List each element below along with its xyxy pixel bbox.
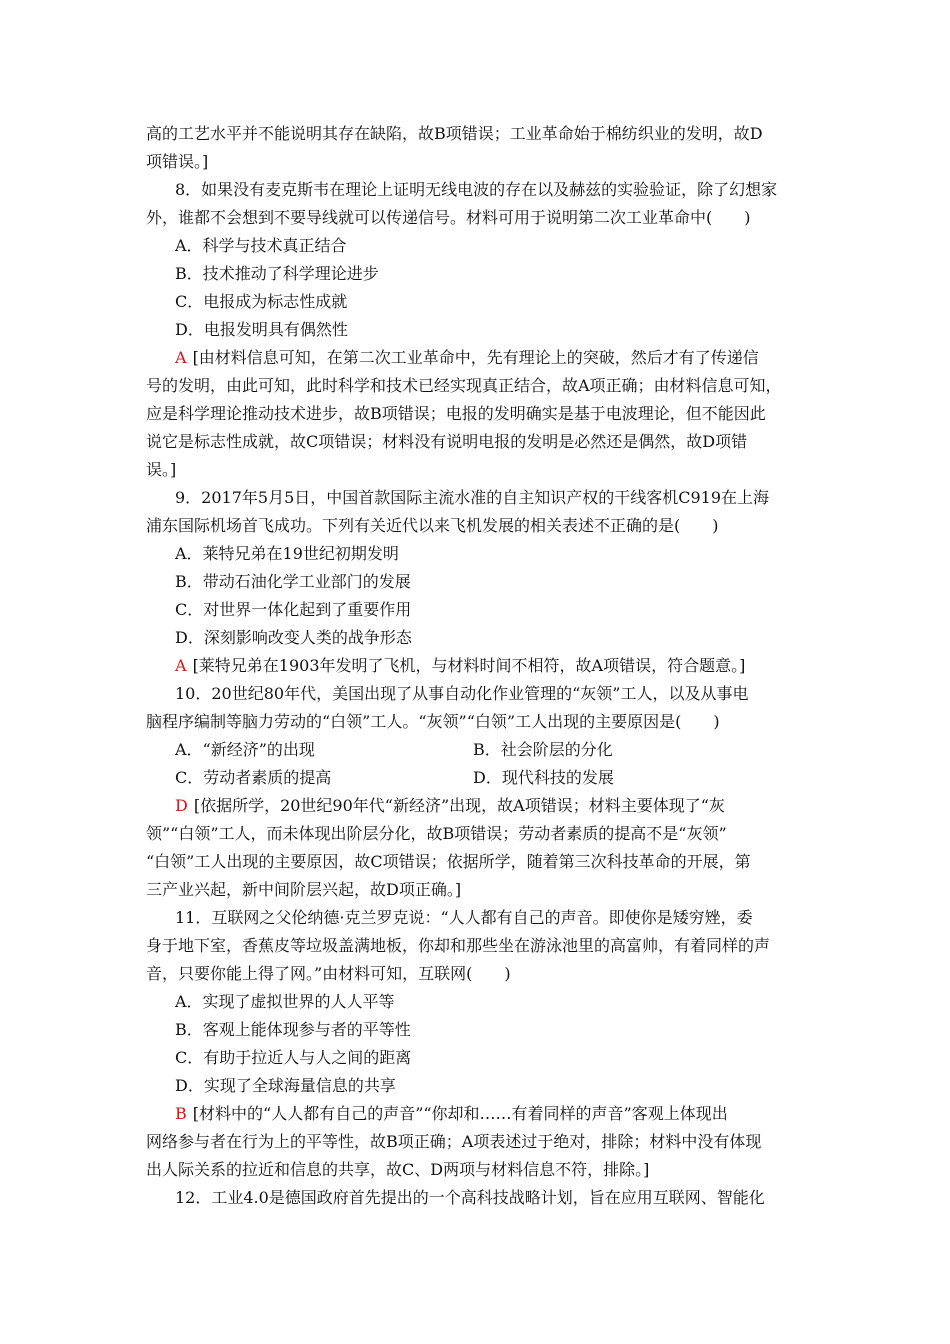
question-9-stem: 9．2017年5月5日，中国首款国际主流水准的自主知识产权的干线客机C919在上海 — [175, 488, 770, 507]
answer-letter: A — [175, 348, 187, 367]
text-line: “白领”工人出现的主要原因，故C项错误；依据所学，随着第三次科技革命的开展，第 — [146, 852, 751, 871]
option-c: C．对世界一体化起到了重要作用 — [175, 600, 412, 619]
text-line: 脑程序编制等脑力劳动的“白领”工人。“灰领”“白领”工人出现的主要原因是( ) — [146, 712, 720, 731]
text-line: 误。] — [146, 460, 177, 479]
answer-letter: D — [175, 796, 188, 815]
option-d: D．电报发明具有偶然性 — [175, 320, 348, 339]
explanation-text: [材料中的“人人都有自己的声音”“你却和……有着同样的声音”客观上体现出 — [192, 1104, 728, 1123]
option-a: A．莱特兄弟在19世纪初期发明 — [175, 544, 399, 563]
text-line: 应是科学理论推动技术进步，故B项错误；电报的发明确实是基于电波理论，但不能因此 — [146, 404, 766, 423]
explanation-text: [由材料信息可知，在第二次工业革命中，先有理论上的突破，然后才有了传递信 — [192, 348, 759, 367]
text-line: 项错误。] — [146, 152, 209, 171]
question-11-stem: 11．互联网之父伦纳德·克兰罗克说：“人人都有自己的声音。即使你是矮穷矬，委 — [175, 908, 753, 927]
option-d: D．深刻影响改变人类的战争形态 — [175, 628, 412, 647]
option-d: D．现代科技的发展 — [473, 768, 614, 787]
question-10-stem: 10．20世纪80年代，美国出现了从事自动化作业管理的“灰领”工人，以及从事电 — [175, 684, 749, 703]
text-line: 号的发明，由此可知，此时科学和技术已经实现真正结合，故A项正确；由材料信息可知， — [146, 376, 782, 395]
text-line: 说它是标志性成就，故C项错误；材料没有说明电报的发明是必然还是偶然，故D项错 — [146, 432, 748, 451]
text-line: 领”“白领”工人，而未体现出阶层分化，故B项错误；劳动者素质的提高不是“灰领” — [146, 824, 727, 843]
text-line: 高的工艺水平并不能说明其存在缺陷，故B项错误；工业革命始于棉纺织业的发明，故D — [146, 124, 763, 143]
option-a: A．“新经济”的出现 — [175, 740, 315, 759]
option-a: A．实现了虚拟世界的人人平等 — [175, 992, 395, 1011]
option-b: B．社会阶层的分化 — [473, 740, 613, 759]
text-line: 三产业兴起，新中间阶层兴起，故D项正确。] — [146, 880, 462, 899]
text-line: 外，谁都不会想到不要导线就可以传递信号。材料可用于说明第二次工业革命中( ) — [146, 208, 751, 227]
question-8-stem: 8．如果没有麦克斯韦在理论上证明无线电波的存在以及赫兹的实验验证，除了幻想家 — [175, 180, 778, 199]
option-b: B．技术推动了科学理论进步 — [175, 264, 379, 283]
answer-explanation — [175, 348, 845, 368]
option-d: D．实现了全球海量信息的共享 — [175, 1076, 396, 1095]
text-line: 浦东国际机场首飞成功。下列有关近代以来飞机发展的相关表述不正确的是( ) — [146, 516, 719, 535]
text-line: 音，只要你能上得了网。”由材料可知，互联网( ) — [146, 964, 511, 983]
answer-letter: A — [175, 656, 187, 675]
answer-letter: B — [175, 1104, 187, 1123]
option-c: C．电报成为标志性成就 — [175, 292, 348, 311]
explanation-text: [依据所学，20世纪90年代“新经济”出现，故A项错误；材料主要体现了“灰 — [193, 796, 725, 815]
option-c: C．劳动者素质的提高 — [175, 768, 332, 787]
answer-explanation — [175, 1104, 845, 1124]
option-b: B．带动石油化学工业部门的发展 — [175, 572, 411, 591]
question-12-stem: 12．工业4.0是德国政府首先提出的一个高科技战略计划，旨在应用互联网、智能化 — [175, 1188, 765, 1207]
answer-explanation — [175, 796, 845, 816]
option-a: A．科学与技术真正结合 — [175, 236, 347, 255]
text-line: 网络参与者在行为上的平等性，故B项正确；A项表述过于绝对，排除；材料中没有体现 — [146, 1132, 762, 1151]
text-line: 身于地下室，香蕉皮等垃圾盖满地板，你却和那些坐在游泳池里的高富帅，有着同样的声 — [146, 936, 771, 955]
text-line: 出人际关系的拉近和信息的共享，故C、D两项与材料信息不符，排除。] — [146, 1160, 650, 1179]
answer-explanation — [175, 656, 845, 676]
explanation-text: [莱特兄弟在1903年发明了飞机，与材料时间不相符，故A项错误，符合题意。] — [192, 656, 746, 675]
option-b: B．客观上能体现参与者的平等性 — [175, 1020, 411, 1039]
option-c: C．有助于拉近人与人之间的距离 — [175, 1048, 412, 1067]
